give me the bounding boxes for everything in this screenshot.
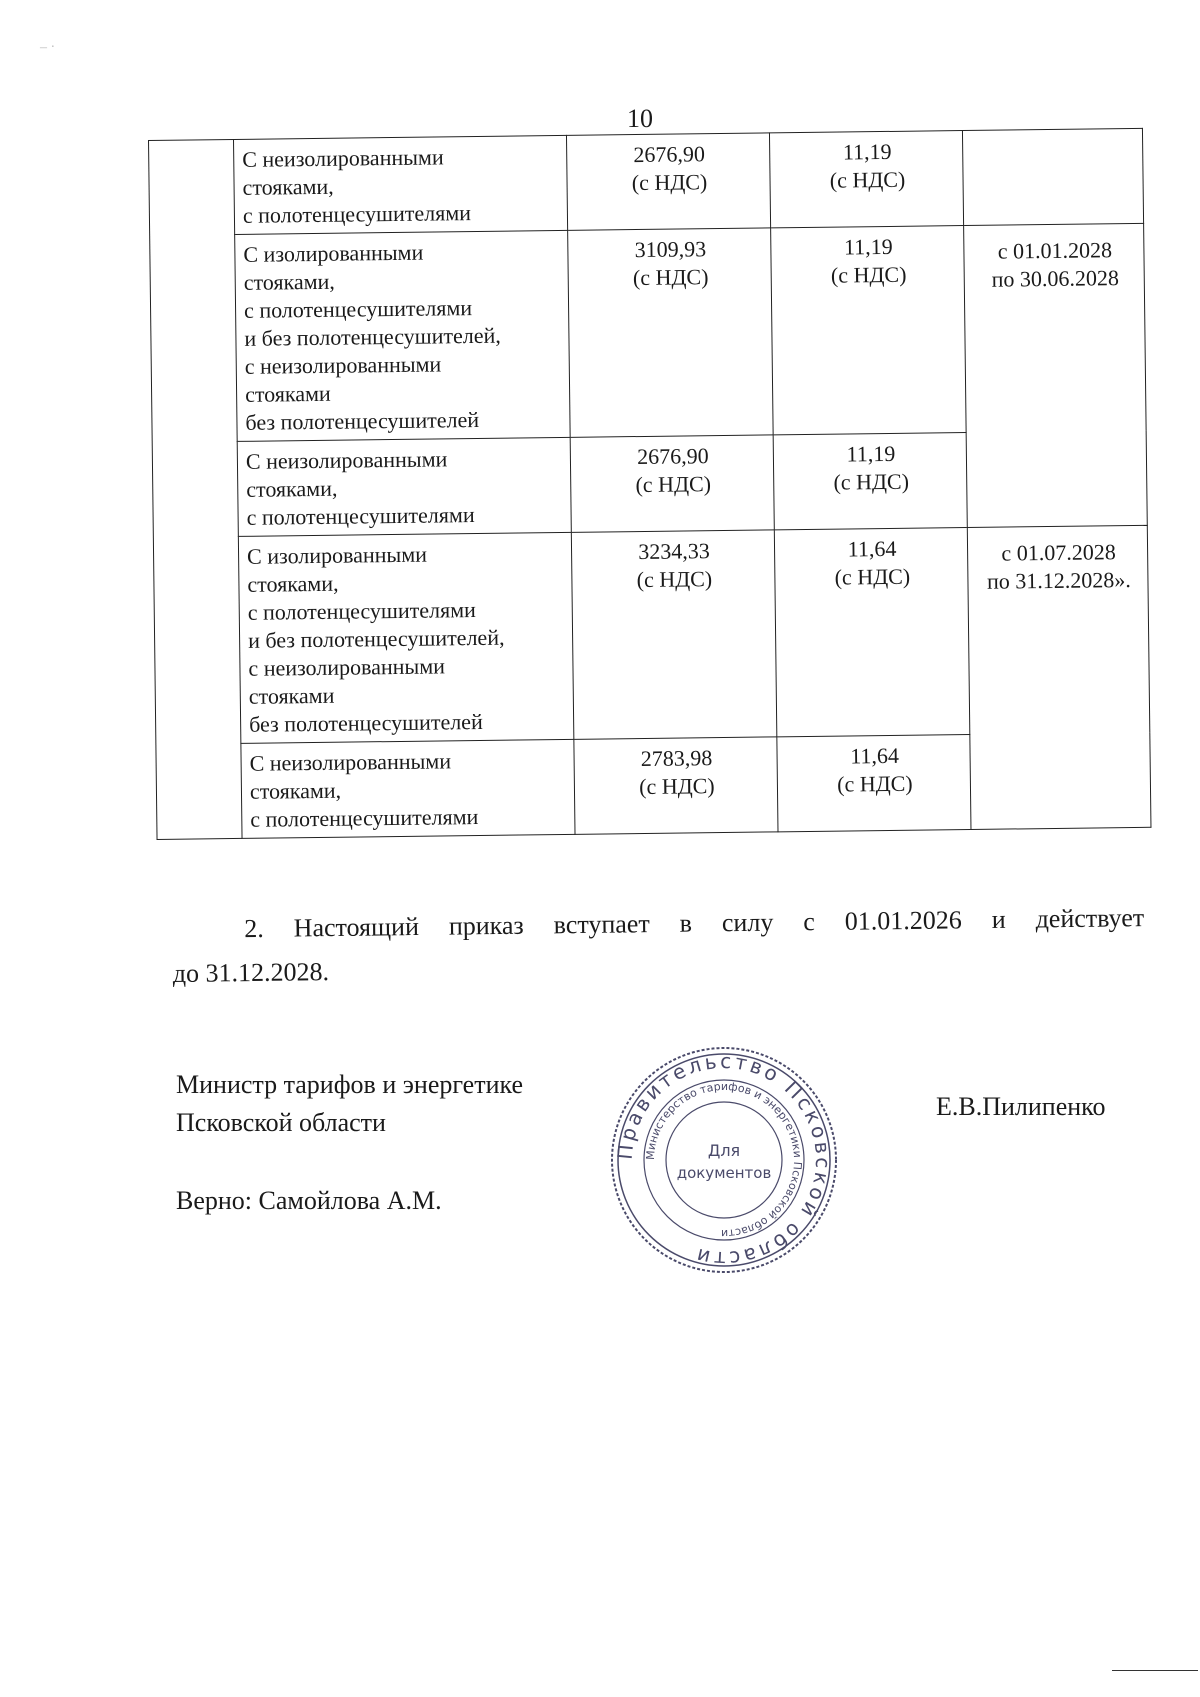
row-price: 3234,33 (с НДС) <box>571 530 777 739</box>
row-period-empty <box>962 128 1143 225</box>
row-price: 2783,98 (с НДС) <box>574 737 778 834</box>
row-price: 2676,90 (с НДС) <box>566 133 770 230</box>
paragraph-word: 2. <box>244 913 264 944</box>
signer-name: Е.В.Пилипенко <box>936 1092 1106 1121</box>
row-description: С неизолированными стояками, с полотенцесушителями <box>233 135 567 234</box>
table-row <box>150 223 1146 442</box>
table-row <box>153 525 1149 744</box>
paragraph-line-2: до 31.12.2028. <box>172 957 330 988</box>
signer-position-line-2: Псковской области <box>176 1108 386 1137</box>
table-cell-empty <box>149 139 243 839</box>
row-description: С изолированными стояками, с полотенцесушителями и без полотенцесушителей, с неизолированными стояками без полотенцесушителей <box>238 532 574 743</box>
row-rate: 11,64 (с НДС) <box>774 528 970 737</box>
corner-line <box>1112 1670 1198 1671</box>
paragraph-word: действует <box>1035 903 1145 934</box>
signer-position-line-1: Министр тарифов и энергетике <box>176 1070 524 1099</box>
paragraph-word: 01.01.2026 <box>844 905 962 936</box>
page-number: 10 <box>627 104 653 133</box>
row-rate: 11,64 (с НДС) <box>777 735 971 832</box>
paragraph-word: и <box>991 904 1006 934</box>
paragraph-word: Настоящий <box>293 911 420 943</box>
row-price: 3109,93 (с НДС) <box>568 228 774 437</box>
row-description: С неизолированными стояками, с полотенцесушителями <box>237 437 571 536</box>
row-rate: 11,19 (с НДС) <box>771 226 967 435</box>
paragraph-word: приказ <box>448 910 524 941</box>
scan-artifact: ‒ · <box>40 40 56 55</box>
row-price: 2676,90 (с НДС) <box>570 435 774 532</box>
paragraph-word: с <box>803 907 816 937</box>
stamp-outer-text: Правительство Псковской области <box>612 1048 836 1272</box>
row-rate: 11,19 (с НДС) <box>773 433 967 530</box>
row-description: С неизолированными стояками, с полотенцесушителями <box>241 739 575 838</box>
tariff-table <box>148 128 1151 840</box>
row-period: с 01.07.2028 по 31.12.2028». <box>967 525 1151 829</box>
effective-date-paragraph <box>172 896 1145 996</box>
stamp-inner-text: Министерство тарифов и энергетики Псковской области <box>643 1079 805 1241</box>
row-description: С изолированными стояками, с полотенцесушителями и без полотенцесушителей, с неизолированными стояками без полотенцесушителей <box>235 230 571 441</box>
paragraph-word: вступает <box>553 909 650 940</box>
table-row <box>149 128 1144 235</box>
paragraph-word: силу <box>721 907 774 938</box>
signature-block <box>176 1066 523 1220</box>
row-rate: 11,19 (с НДС) <box>769 131 963 228</box>
stamp-center-line-2: документов <box>676 1164 772 1182</box>
official-stamp <box>608 1044 840 1276</box>
paragraph-word: в <box>679 908 693 938</box>
stamp-center-line-1: Для <box>707 1141 741 1160</box>
row-period: с 01.01.2028 по 30.06.2028 <box>964 223 1148 527</box>
verification-note: Верно: Самойлова А.М. <box>176 1186 442 1215</box>
